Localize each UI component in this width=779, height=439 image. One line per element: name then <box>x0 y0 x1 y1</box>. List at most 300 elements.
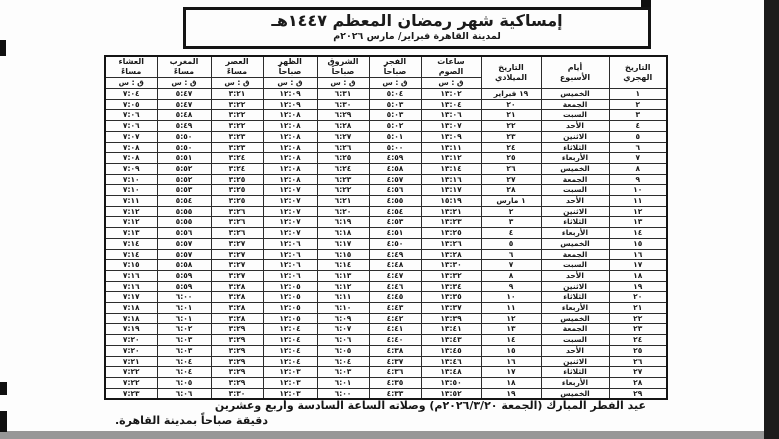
cell-fasting: ١٣:٠٤ <box>421 99 481 110</box>
cell-maghrib: ٥:٥٨ <box>157 260 211 271</box>
cell-fasting: ١٣:٢٣ <box>421 217 481 228</box>
cell-weekday: الاثنين <box>541 356 609 367</box>
cell-gregorian: ٥ <box>481 238 541 249</box>
table-row <box>105 281 667 292</box>
cell-fajr: ٤:٣٨ <box>369 345 421 356</box>
cell-fajr: ٤:٤٥ <box>369 292 421 303</box>
cell-weekday: الاثنين <box>541 131 609 142</box>
cell-weekday: الثلاثاء <box>541 292 609 303</box>
cell-fasting: ١٣:٥٠ <box>421 377 481 388</box>
cell-dhuhr: ١٢:٠٨ <box>263 131 317 142</box>
cell-isha: ٧:٠٩ <box>105 163 157 174</box>
cell-gregorian: ٤ <box>481 228 541 239</box>
cell-maghrib: ٦:٠٢ <box>157 324 211 335</box>
cell-fasting: ١٣:٣٤ <box>421 281 481 292</box>
document-subtitle: لمدينة القاهرة فبراير/ مارس ٢٠٢٦م <box>333 31 501 42</box>
cell-gregorian: ١٧ <box>481 367 541 378</box>
cell-dhuhr: ١٢:٠٤ <box>263 335 317 346</box>
table-row <box>105 99 667 110</box>
cell-maghrib: ٦:٠٤ <box>157 367 211 378</box>
cell-fasting: ١٣:٢٦ <box>421 238 481 249</box>
cell-maghrib: ٦:٠٥ <box>157 377 211 388</box>
cell-dhuhr: ١٢:٠٣ <box>263 377 317 388</box>
cell-hijri: ٢٩ <box>609 388 667 399</box>
table-row <box>105 217 667 228</box>
cell-maghrib: ٥:٥٩ <box>157 270 211 281</box>
cell-maghrib: ٦:٠١ <box>157 303 211 314</box>
cell-weekday: الاثنين <box>541 206 609 217</box>
cell-gregorian: ٢٠ <box>481 99 541 110</box>
cell-hijri: ٢٤ <box>609 335 667 346</box>
cell-fasting: ١٣:١١ <box>421 142 481 153</box>
table-row <box>105 228 667 239</box>
cell-fasting: ١٣:١٤ <box>421 163 481 174</box>
scan-artifact <box>0 411 7 432</box>
cell-isha: ٧:١٢ <box>105 206 157 217</box>
cell-hijri: ١٨ <box>609 270 667 281</box>
cell-sunrise: ٦:٠١ <box>317 377 369 388</box>
cell-maghrib: ٥:٥٢ <box>157 163 211 174</box>
cell-dhuhr: ١٢:٠٣ <box>263 367 317 378</box>
cell-asr: ٣:٢٨ <box>211 303 263 314</box>
cell-hijri: ١٠ <box>609 185 667 196</box>
column-header-sunrise: الشروق صباحاً ق : س <box>317 56 369 89</box>
cell-isha: ٧:١٣ <box>105 228 157 239</box>
cell-fajr: ٤:٥١ <box>369 228 421 239</box>
cell-fajr: ٤:٤٣ <box>369 303 421 314</box>
cell-sunrise: ٦:١٥ <box>317 249 369 260</box>
cell-dhuhr: ١٢:٠٥ <box>263 313 317 324</box>
cell-dhuhr: ١٢:٠٦ <box>263 270 317 281</box>
cell-asr: ٣:٢٩ <box>211 377 263 388</box>
cell-hijri: ٢ <box>609 99 667 110</box>
cell-fasting: ١٥:١٩ <box>421 196 481 207</box>
cell-fasting: ١٣:٣٠ <box>421 260 481 271</box>
cell-weekday: الأحد <box>541 345 609 356</box>
cell-sunrise: ٦:٢٧ <box>317 131 369 142</box>
cell-fajr: ٤:٤٢ <box>369 313 421 324</box>
cell-fasting: ١٣:٤٨ <box>421 367 481 378</box>
cell-sunrise: ٦:٢٨ <box>317 121 369 132</box>
cell-fasting: ١٣:٢٨ <box>421 249 481 260</box>
cell-fajr: ٥:٠٠ <box>369 142 421 153</box>
cell-hijri: ٢٨ <box>609 377 667 388</box>
cell-maghrib: ٥:٥٣ <box>157 185 211 196</box>
scan-artifact <box>0 382 7 395</box>
column-header-hijri: التاريخ الهجري <box>609 56 667 89</box>
cell-asr: ٣:٢٢ <box>211 110 263 121</box>
cell-dhuhr: ١٢:٠٤ <box>263 345 317 356</box>
cell-dhuhr: ١٢:٠٧ <box>263 185 317 196</box>
cell-maghrib: ٥:٤٨ <box>157 110 211 121</box>
cell-fajr: ٤:٥٨ <box>369 163 421 174</box>
cell-hijri: ١٤ <box>609 228 667 239</box>
table-row <box>105 131 667 142</box>
cell-maghrib: ٦:٠١ <box>157 313 211 324</box>
cell-gregorian: ١٨ <box>481 377 541 388</box>
table-row <box>105 388 667 399</box>
cell-asr: ٣:٢٩ <box>211 356 263 367</box>
cell-gregorian: ٧ <box>481 260 541 271</box>
cell-hijri: ٤ <box>609 121 667 132</box>
cell-isha: ٧:٢٢ <box>105 377 157 388</box>
eid-announcement-line2: دقيقة صباحاً بمدينة القاهرة. <box>115 414 268 427</box>
cell-hijri: ٢٣ <box>609 324 667 335</box>
cell-fajr: ٤:٥٠ <box>369 238 421 249</box>
scan-artifact <box>641 0 651 7</box>
cell-hijri: ٢٦ <box>609 356 667 367</box>
cell-asr: ٣:٢٥ <box>211 196 263 207</box>
cell-gregorian: ٨ <box>481 270 541 281</box>
cell-fajr: ٤:٥٣ <box>369 217 421 228</box>
cell-dhuhr: ١٢:٠٧ <box>263 228 317 239</box>
cell-weekday: السبت <box>541 260 609 271</box>
cell-hijri: ١ <box>609 89 667 100</box>
cell-dhuhr: ١٢:٠٥ <box>263 281 317 292</box>
cell-asr: ٣:٢٨ <box>211 313 263 324</box>
cell-weekday: الجمعة <box>541 324 609 335</box>
cell-maghrib: ٥:٥١ <box>157 153 211 164</box>
cell-sunrise: ٦:٠٤ <box>317 356 369 367</box>
cell-sunrise: ٦:١٩ <box>317 217 369 228</box>
cell-gregorian: ١٢ <box>481 313 541 324</box>
cell-asr: ٣:٢٣ <box>211 142 263 153</box>
cell-sunrise: ٦:٠٥ <box>317 345 369 356</box>
cell-sunrise: ٦:٢١ <box>317 196 369 207</box>
cell-asr: ٣:٢٢ <box>211 99 263 110</box>
cell-fajr: ٤:٤٧ <box>369 270 421 281</box>
cell-fasting: ١٣:٣٥ <box>421 292 481 303</box>
column-header-maghrib: المغرب مساءً ق : س <box>157 56 211 89</box>
cell-gregorian: ٢٦ <box>481 163 541 174</box>
cell-weekday: السبت <box>541 110 609 121</box>
cell-sunrise: ٦:٢٣ <box>317 174 369 185</box>
table-row <box>105 153 667 164</box>
cell-dhuhr: ١٢:٠٨ <box>263 153 317 164</box>
cell-fajr: ٥:٠٣ <box>369 99 421 110</box>
cell-gregorian: ٢٤ <box>481 142 541 153</box>
cell-fajr: ٤:٥٧ <box>369 174 421 185</box>
cell-isha: ٧:١٠ <box>105 185 157 196</box>
table-row <box>105 142 667 153</box>
cell-isha: ٧:٢٣ <box>105 388 157 399</box>
cell-fajr: ٤:٥٩ <box>369 153 421 164</box>
cell-maghrib: ٦:٠٤ <box>157 356 211 367</box>
cell-fasting: ١٣:٣٢ <box>421 270 481 281</box>
cell-dhuhr: ١٢:٠٣ <box>263 388 317 399</box>
cell-dhuhr: ١٢:٠٨ <box>263 110 317 121</box>
cell-hijri: ٩ <box>609 174 667 185</box>
cell-sunrise: ٦:١٤ <box>317 260 369 271</box>
cell-fasting: ١٣:١٦ <box>421 174 481 185</box>
cell-maghrib: ٥:٤٧ <box>157 89 211 100</box>
cell-weekday: الأربعاء <box>541 228 609 239</box>
cell-dhuhr: ١٢:٠٩ <box>263 89 317 100</box>
cell-weekday: الجمعة <box>541 174 609 185</box>
cell-asr: ٣:٢١ <box>211 89 263 100</box>
cell-maghrib: ٦:٠٦ <box>157 388 211 399</box>
cell-fajr: ٤:٣٣ <box>369 388 421 399</box>
cell-fajr: ٥:٠٤ <box>369 89 421 100</box>
cell-gregorian: ١١ <box>481 303 541 314</box>
cell-weekday: الجمعة <box>541 99 609 110</box>
cell-dhuhr: ١٢:٠٥ <box>263 292 317 303</box>
cell-isha: ٧:٠٥ <box>105 99 157 110</box>
cell-maghrib: ٦:٠٣ <box>157 345 211 356</box>
title-box <box>183 7 651 49</box>
cell-sunrise: ٦:٢٢ <box>317 185 369 196</box>
cell-hijri: ٢١ <box>609 303 667 314</box>
cell-sunrise: ٦:٢٤ <box>317 163 369 174</box>
table-row <box>105 324 667 335</box>
cell-fajr: ٥:٠١ <box>369 131 421 142</box>
cell-weekday: الخميس <box>541 388 609 399</box>
table-row <box>105 238 667 249</box>
table-row <box>105 206 667 217</box>
scan-edge-right <box>764 0 779 439</box>
cell-weekday: الخميس <box>541 89 609 100</box>
cell-asr: ٣:٢٧ <box>211 260 263 271</box>
cell-isha: ٧:١٢ <box>105 217 157 228</box>
cell-isha: ٧:١٠ <box>105 174 157 185</box>
cell-fasting: ١٣:٤٥ <box>421 345 481 356</box>
cell-maghrib: ٥:٥٤ <box>157 196 211 207</box>
cell-fasting: ١٣:٠٢ <box>421 89 481 100</box>
cell-hijri: ٢٠ <box>609 292 667 303</box>
column-header-fajr: الفجر صباحاً ق : س <box>369 56 421 89</box>
cell-hijri: ١١ <box>609 196 667 207</box>
cell-sunrise: ٦:١٣ <box>317 270 369 281</box>
cell-isha: ٧:١٤ <box>105 238 157 249</box>
cell-dhuhr: ١٢:٠٦ <box>263 238 317 249</box>
cell-weekday: الخميس <box>541 313 609 324</box>
cell-dhuhr: ١٢:٠٥ <box>263 303 317 314</box>
column-header-isha: العشاء مساءً ق : س <box>105 56 157 89</box>
cell-fasting: ١٣:١٧ <box>421 185 481 196</box>
cell-hijri: ١٩ <box>609 281 667 292</box>
cell-gregorian: ٦ <box>481 249 541 260</box>
cell-isha: ٧:١٨ <box>105 313 157 324</box>
cell-gregorian: ١٦ <box>481 356 541 367</box>
cell-gregorian: ١٠ <box>481 292 541 303</box>
table-row <box>105 89 667 100</box>
table-row <box>105 163 667 174</box>
cell-sunrise: ٦:١٠ <box>317 303 369 314</box>
cell-fajr: ٥:٠٢ <box>369 121 421 132</box>
eid-announcement-line1: عيد الفطر المبارك (الجمعة ٢٠٢٦/٣/٢٠م) وصلاته الساعة السادسة وأربع وعشرين <box>214 399 646 412</box>
cell-weekday: الأحد <box>541 121 609 132</box>
cell-isha: ٧:٢٢ <box>105 367 157 378</box>
cell-maghrib: ٥:٥٦ <box>157 228 211 239</box>
cell-sunrise: ٦:٢٥ <box>317 153 369 164</box>
cell-isha: ٧:١٩ <box>105 324 157 335</box>
header-row <box>105 56 667 89</box>
cell-weekday: الثلاثاء <box>541 217 609 228</box>
cell-isha: ٧:٠٨ <box>105 142 157 153</box>
cell-maghrib: ٥:٥٢ <box>157 174 211 185</box>
cell-weekday: السبت <box>541 185 609 196</box>
cell-fajr: ٥:٠٣ <box>369 110 421 121</box>
table-row <box>105 249 667 260</box>
imsakiya-table <box>104 55 668 400</box>
cell-weekday: الأحد <box>541 270 609 281</box>
cell-isha: ٧:١١ <box>105 196 157 207</box>
column-header-weekday: أيام الأسبوع <box>541 56 609 89</box>
cell-isha: ٧:١٧ <box>105 292 157 303</box>
cell-dhuhr: ١٢:٠٨ <box>263 174 317 185</box>
table-row <box>105 356 667 367</box>
column-header-asr: العصر مساءً ق : س <box>211 56 263 89</box>
cell-fasting: ١٣:٤٦ <box>421 356 481 367</box>
table-row <box>105 335 667 346</box>
cell-isha: ٧:١٤ <box>105 249 157 260</box>
cell-asr: ٣:٢٩ <box>211 324 263 335</box>
cell-gregorian: ٢٨ <box>481 185 541 196</box>
cell-weekday: الخميس <box>541 163 609 174</box>
cell-weekday: الخميس <box>541 238 609 249</box>
cell-asr: ٣:٢٣ <box>211 131 263 142</box>
cell-fajr: ٤:٤٦ <box>369 281 421 292</box>
table-row <box>105 303 667 314</box>
cell-weekday: الاثنين <box>541 281 609 292</box>
cell-fasting: ١٣:١٢ <box>421 153 481 164</box>
cell-gregorian: ٩ <box>481 281 541 292</box>
table-row <box>105 377 667 388</box>
cell-dhuhr: ١٢:٠٩ <box>263 99 317 110</box>
cell-gregorian: ٢٣ <box>481 131 541 142</box>
cell-fasting: ١٣:٥٢ <box>421 388 481 399</box>
cell-asr: ٣:٢٩ <box>211 367 263 378</box>
cell-fajr: ٤:٥٤ <box>369 206 421 217</box>
cell-gregorian: ١٣ <box>481 324 541 335</box>
scan-edge-bottom <box>0 431 764 439</box>
cell-isha: ٧:١٦ <box>105 270 157 281</box>
cell-maghrib: ٥:٥٠ <box>157 142 211 153</box>
cell-sunrise: ٦:١٢ <box>317 281 369 292</box>
cell-hijri: ٢٥ <box>609 345 667 356</box>
table-row <box>105 345 667 356</box>
cell-fasting: ١٣:٢٥ <box>421 228 481 239</box>
cell-hijri: ٢٧ <box>609 367 667 378</box>
cell-asr: ٣:٣٠ <box>211 388 263 399</box>
table-row <box>105 110 667 121</box>
cell-asr: ٣:٢٩ <box>211 345 263 356</box>
cell-isha: ٧:٠٧ <box>105 131 157 142</box>
cell-hijri: ١٢ <box>609 206 667 217</box>
cell-gregorian: ١٥ <box>481 345 541 356</box>
cell-asr: ٣:٢٩ <box>211 335 263 346</box>
table-row <box>105 367 667 378</box>
cell-dhuhr: ١٢:٠٨ <box>263 163 317 174</box>
cell-maghrib: ٥:٥٧ <box>157 238 211 249</box>
cell-asr: ٣:٢٧ <box>211 249 263 260</box>
cell-sunrise: ٦:١١ <box>317 292 369 303</box>
cell-isha: ٧:٠٨ <box>105 153 157 164</box>
cell-weekday: السبت <box>541 335 609 346</box>
cell-asr: ٣:٢٧ <box>211 270 263 281</box>
cell-sunrise: ٦:٠٦ <box>317 335 369 346</box>
cell-isha: ٧:٠٦ <box>105 121 157 132</box>
cell-fajr: ٤:٥٥ <box>369 196 421 207</box>
cell-maghrib: ٥:٤٧ <box>157 99 211 110</box>
cell-asr: ٣:٢٧ <box>211 238 263 249</box>
cell-asr: ٣:٢٨ <box>211 292 263 303</box>
cell-fasting: ١٣:٠٩ <box>421 131 481 142</box>
cell-isha: ٧:٢١ <box>105 356 157 367</box>
cell-dhuhr: ١٢:٠٧ <box>263 196 317 207</box>
cell-sunrise: ٦:٣١ <box>317 89 369 100</box>
cell-maghrib: ٥:٥٥ <box>157 206 211 217</box>
cell-maghrib: ٥:٥٧ <box>157 249 211 260</box>
cell-isha: ٧:٠٦ <box>105 110 157 121</box>
cell-maghrib: ٦:٠٣ <box>157 335 211 346</box>
cell-weekday: الأحد <box>541 196 609 207</box>
cell-fasting: ١٣:٣٧ <box>421 303 481 314</box>
cell-asr: ٣:٢٦ <box>211 206 263 217</box>
table-row <box>105 185 667 196</box>
cell-asr: ٣:٢٨ <box>211 281 263 292</box>
cell-asr: ٣:٢٥ <box>211 185 263 196</box>
cell-isha: ٧:٢٠ <box>105 345 157 356</box>
cell-asr: ٣:٢٤ <box>211 153 263 164</box>
table-row <box>105 292 667 303</box>
cell-sunrise: ٦:١٨ <box>317 228 369 239</box>
cell-isha: ٧:١٨ <box>105 303 157 314</box>
cell-gregorian: ١ مارس <box>481 196 541 207</box>
cell-hijri: ٣ <box>609 110 667 121</box>
cell-maghrib: ٥:٤٩ <box>157 121 211 132</box>
cell-dhuhr: ١٢:٠٤ <box>263 324 317 335</box>
table-row <box>105 260 667 271</box>
cell-fajr: ٤:٣٦ <box>369 367 421 378</box>
cell-gregorian: ٢١ <box>481 110 541 121</box>
cell-weekday: الجمعة <box>541 249 609 260</box>
cell-dhuhr: ١٢:٠٦ <box>263 249 317 260</box>
cell-isha: ٧:١٥ <box>105 260 157 271</box>
cell-gregorian: ٢٢ <box>481 121 541 132</box>
table-row <box>105 174 667 185</box>
cell-asr: ٣:٢٥ <box>211 174 263 185</box>
column-header-fasting: ساعات الصوم ق : س <box>421 56 481 89</box>
cell-hijri: ٨ <box>609 163 667 174</box>
table-row <box>105 121 667 132</box>
cell-sunrise: ٦:١٧ <box>317 238 369 249</box>
table-row <box>105 196 667 207</box>
cell-maghrib: ٥:٥٥ <box>157 217 211 228</box>
cell-sunrise: ٦:٠٣ <box>317 367 369 378</box>
cell-fasting: ١٣:٤١ <box>421 324 481 335</box>
cell-dhuhr: ١٢:٠٧ <box>263 206 317 217</box>
cell-sunrise: ٦:٣٠ <box>317 99 369 110</box>
cell-sunrise: ٦:٢٩ <box>317 110 369 121</box>
cell-asr: ٣:٢٦ <box>211 228 263 239</box>
cell-asr: ٣:٢٦ <box>211 217 263 228</box>
cell-gregorian: ٢٧ <box>481 174 541 185</box>
cell-gregorian: ١٤ <box>481 335 541 346</box>
cell-weekday: الأربعاء <box>541 153 609 164</box>
cell-hijri: ٢٢ <box>609 313 667 324</box>
cell-fasting: ١٣:٤٣ <box>421 335 481 346</box>
cell-sunrise: ٦:٠٩ <box>317 313 369 324</box>
cell-weekday: الأربعاء <box>541 377 609 388</box>
cell-dhuhr: ١٢:٠٧ <box>263 217 317 228</box>
cell-dhuhr: ١٢:٠٨ <box>263 142 317 153</box>
scan-artifact <box>0 40 6 56</box>
cell-gregorian: ١٩ <box>481 388 541 399</box>
cell-sunrise: ٦:٠٧ <box>317 324 369 335</box>
cell-fajr: ٤:٤١ <box>369 324 421 335</box>
cell-sunrise: ٦:٠٠ <box>317 388 369 399</box>
